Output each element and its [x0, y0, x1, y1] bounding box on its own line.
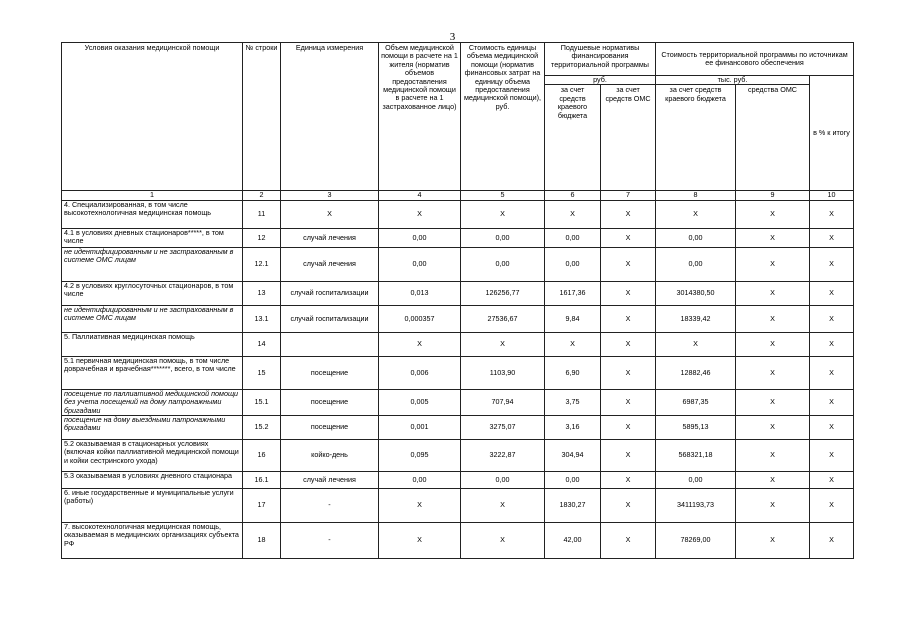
value-cell-col-9: Х — [736, 416, 810, 440]
value-cell-col-5: 0,00 — [461, 472, 545, 489]
value-cell-col-5: 3275,07 — [461, 416, 545, 440]
value-cell-col-9: Х — [736, 332, 810, 356]
value-cell-col-10: Х — [810, 200, 854, 228]
value-cell-col-8: 5895,13 — [656, 416, 736, 440]
value-cell-col-8: Х — [656, 332, 736, 356]
value-cell-col-5: 126256,77 — [461, 281, 545, 305]
table-row — [62, 389, 854, 415]
value-cell-col-5: 27536,67 — [461, 305, 545, 332]
col-num-1: 1 — [62, 191, 243, 200]
value-cell-col-4: Х — [379, 523, 461, 559]
value-cell-col-10: Х — [810, 228, 854, 247]
value-cell-col-6: 0,00 — [545, 247, 601, 281]
table-row — [62, 440, 854, 472]
unit-cell: случай лечения — [281, 228, 379, 247]
value-cell-col-8: 0,00 — [656, 247, 736, 281]
header-unit: Единица измерения — [281, 43, 379, 191]
value-cell-col-6: 304,94 — [545, 440, 601, 472]
value-cell-col-8: 3411193,73 — [656, 489, 736, 523]
unit-cell: - — [281, 523, 379, 559]
value-cell-col-6: 6,90 — [545, 356, 601, 389]
row-number: 16 — [243, 440, 281, 472]
row-number: 13.1 — [243, 305, 281, 332]
value-cell-col-7: Х — [601, 247, 656, 281]
header-oms-total: средства ОМС — [736, 85, 810, 191]
program-cost-table — [61, 42, 854, 559]
value-cell-col-4: 0,095 — [379, 440, 461, 472]
table-row — [62, 523, 854, 559]
row-number: 18 — [243, 523, 281, 559]
table-row — [62, 228, 854, 247]
value-cell-col-10: Х — [810, 440, 854, 472]
table-row — [62, 200, 854, 228]
value-cell-col-6: 0,00 — [545, 228, 601, 247]
value-cell-col-7: Х — [601, 416, 656, 440]
header-regional-budget: за счет средств краевого бюджета — [545, 85, 601, 191]
row-number: 17 — [243, 489, 281, 523]
value-cell-col-6: 1830,27 — [545, 489, 601, 523]
value-cell-col-7: Х — [601, 489, 656, 523]
value-cell-col-4: 0,00 — [379, 472, 461, 489]
value-cell-col-5: 707,94 — [461, 389, 545, 415]
value-cell-col-5: Х — [461, 332, 545, 356]
unit-cell: случай лечения — [281, 247, 379, 281]
value-cell-col-9: Х — [736, 472, 810, 489]
row-number: 12 — [243, 228, 281, 247]
value-cell-col-10: Х — [810, 523, 854, 559]
row-label: 6. иные государственные и муниципальные услуги (работы) — [62, 489, 243, 523]
row-label: 5.3 оказываемая в условиях дневного стационара — [62, 472, 243, 489]
column-number-row — [62, 191, 854, 200]
col-num-5: 5 — [461, 191, 545, 200]
value-cell-col-10: Х — [810, 332, 854, 356]
value-cell-col-5: Х — [461, 489, 545, 523]
unit-cell: Х — [281, 200, 379, 228]
header-thousand-rub: тыс. руб. — [656, 76, 810, 85]
table-row — [62, 356, 854, 389]
value-cell-col-8: 0,00 — [656, 228, 736, 247]
value-cell-col-10: Х — [810, 489, 854, 523]
value-cell-col-8: 3014380,50 — [656, 281, 736, 305]
value-cell-col-10: Х — [810, 389, 854, 415]
value-cell-col-7: Х — [601, 472, 656, 489]
value-cell-col-8: Х — [656, 200, 736, 228]
value-cell-col-7: Х — [601, 228, 656, 247]
value-cell-col-5: 1103,90 — [461, 356, 545, 389]
value-cell-col-6: 9,84 — [545, 305, 601, 332]
value-cell-col-10: Х — [810, 281, 854, 305]
row-number: 16.1 — [243, 472, 281, 489]
value-cell-col-5: Х — [461, 523, 545, 559]
page-number: 3 — [449, 31, 456, 43]
col-num-8: 8 — [656, 191, 736, 200]
row-label: 4. Специализированная, в том числе высокотехнологичная медицинская помощь — [62, 200, 243, 228]
value-cell-col-9: Х — [736, 281, 810, 305]
value-cell-col-6: 3,16 — [545, 416, 601, 440]
value-cell-col-4: 0,000357 — [379, 305, 461, 332]
value-cell-col-4: 0,00 — [379, 247, 461, 281]
col-num-2: 2 — [243, 191, 281, 200]
row-label: 5.2 оказываемая в стационарных условиях (включая койки паллиативной медицинской помощи и койки сестринского ухода) — [62, 440, 243, 472]
value-cell-col-7: Х — [601, 523, 656, 559]
value-cell-col-9: Х — [736, 228, 810, 247]
value-cell-col-4: 0,00 — [379, 228, 461, 247]
value-cell-col-10: Х — [810, 305, 854, 332]
col-num-10: 10 — [810, 191, 854, 200]
header-per-capita: Подушевые нормативы финансирования территориальной программы — [545, 43, 656, 76]
value-cell-col-5: 0,00 — [461, 247, 545, 281]
value-cell-col-5: 0,00 — [461, 228, 545, 247]
table-row — [62, 247, 854, 281]
row-label: 4.2 в условиях круглосуточных стационаров, в том числе — [62, 281, 243, 305]
value-cell-col-10: Х — [810, 356, 854, 389]
unit-cell: случай лечения — [281, 472, 379, 489]
row-number: 14 — [243, 332, 281, 356]
value-cell-col-7: Х — [601, 356, 656, 389]
row-label: не идентифицированным и не застрахованным в системе ОМС лицам — [62, 247, 243, 281]
unit-cell: случай госпитализации — [281, 281, 379, 305]
row-label: 5.1 первичная медицинская помощь, в том числе доврачебная и врачебная*******, всего, в том числе — [62, 356, 243, 389]
header-cost: Стоимость единицы объема медицинской помощи (норматив финансовых затрат на единицу объема предоставления медицинской помощи), руб. — [461, 43, 545, 191]
value-cell-col-5: 3222,87 — [461, 440, 545, 472]
value-cell-col-8: 568321,18 — [656, 440, 736, 472]
value-cell-col-9: Х — [736, 489, 810, 523]
value-cell-col-8: 18339,42 — [656, 305, 736, 332]
row-label: 4.1 в условиях дневных стационаров*****, в том числе — [62, 228, 243, 247]
value-cell-col-9: Х — [736, 356, 810, 389]
value-cell-col-10: Х — [810, 472, 854, 489]
unit-cell — [281, 332, 379, 356]
header-regional-budget-total: за счет средств краевого бюджета — [656, 85, 736, 191]
col-num-7: 7 — [601, 191, 656, 200]
row-label: посещение по паллиативной медицинской помощи без учета посещений на дому патронажными бригадами — [62, 389, 243, 415]
value-cell-col-7: Х — [601, 389, 656, 415]
col-num-9: 9 — [736, 191, 810, 200]
value-cell-col-9: Х — [736, 200, 810, 228]
header-rub: руб. — [545, 76, 656, 85]
header-program-cost: Стоимость территориальной программы по источникам ее финансового обеспечения — [656, 43, 854, 76]
header-volume: Объем медицинской помощи в расчете на 1 жителя (норматив объемов предоставления медицинской помощи в расчете на 1 застрахованное лицо) — [379, 43, 461, 191]
row-number: 11 — [243, 200, 281, 228]
unit-cell: койко-день — [281, 440, 379, 472]
value-cell-col-7: Х — [601, 305, 656, 332]
value-cell-col-6: 3,75 — [545, 389, 601, 415]
value-cell-col-4: Х — [379, 332, 461, 356]
table-row — [62, 305, 854, 332]
row-number: 13 — [243, 281, 281, 305]
row-number: 15.2 — [243, 416, 281, 440]
unit-cell: случай госпитализации — [281, 305, 379, 332]
header-percent: в % к итогу — [810, 76, 854, 191]
value-cell-col-7: Х — [601, 200, 656, 228]
table-row — [62, 416, 854, 440]
value-cell-col-8: 6987,35 — [656, 389, 736, 415]
value-cell-col-6: Х — [545, 200, 601, 228]
col-num-4: 4 — [379, 191, 461, 200]
value-cell-col-9: Х — [736, 305, 810, 332]
value-cell-col-4: Х — [379, 489, 461, 523]
row-label: 5. Паллиативная медицинская помощь — [62, 332, 243, 356]
value-cell-col-4: 0,006 — [379, 356, 461, 389]
value-cell-col-8: 0,00 — [656, 472, 736, 489]
value-cell-col-4: Х — [379, 200, 461, 228]
value-cell-col-7: Х — [601, 332, 656, 356]
value-cell-col-5: Х — [461, 200, 545, 228]
value-cell-col-9: Х — [736, 440, 810, 472]
unit-cell: посещение — [281, 356, 379, 389]
value-cell-col-4: 0,001 — [379, 416, 461, 440]
value-cell-col-10: Х — [810, 247, 854, 281]
value-cell-col-9: Х — [736, 389, 810, 415]
unit-cell: посещение — [281, 389, 379, 415]
row-number: 12.1 — [243, 247, 281, 281]
value-cell-col-10: Х — [810, 416, 854, 440]
value-cell-col-4: 0,013 — [379, 281, 461, 305]
value-cell-col-6: Х — [545, 332, 601, 356]
col-num-6: 6 — [545, 191, 601, 200]
table-row — [62, 281, 854, 305]
value-cell-col-8: 12882,46 — [656, 356, 736, 389]
table-row — [62, 489, 854, 523]
row-number: 15.1 — [243, 389, 281, 415]
table-row — [62, 332, 854, 356]
row-label: посещение на дому выездными патронажными бригадами — [62, 416, 243, 440]
value-cell-col-6: 1617,36 — [545, 281, 601, 305]
value-cell-col-4: 0,005 — [379, 389, 461, 415]
table-row — [62, 472, 854, 489]
header-row-number: № строки — [243, 43, 281, 191]
col-num-3: 3 — [281, 191, 379, 200]
value-cell-col-9: Х — [736, 247, 810, 281]
value-cell-col-9: Х — [736, 523, 810, 559]
header-oms: за счет средств ОМС — [601, 85, 656, 191]
value-cell-col-6: 42,00 — [545, 523, 601, 559]
value-cell-col-6: 0,00 — [545, 472, 601, 489]
row-label: 7. высокотехнологичная медицинская помощь, оказываемая в медицинских организациях субъекта РФ — [62, 523, 243, 559]
value-cell-col-8: 78269,00 — [656, 523, 736, 559]
unit-cell: - — [281, 489, 379, 523]
header-conditions: Условия оказания медицинской помощи — [62, 43, 243, 191]
row-label: не идентифицированным и не застрахованным в системе ОМС лицам — [62, 305, 243, 332]
value-cell-col-7: Х — [601, 440, 656, 472]
unit-cell: посещение — [281, 416, 379, 440]
value-cell-col-7: Х — [601, 281, 656, 305]
row-number: 15 — [243, 356, 281, 389]
